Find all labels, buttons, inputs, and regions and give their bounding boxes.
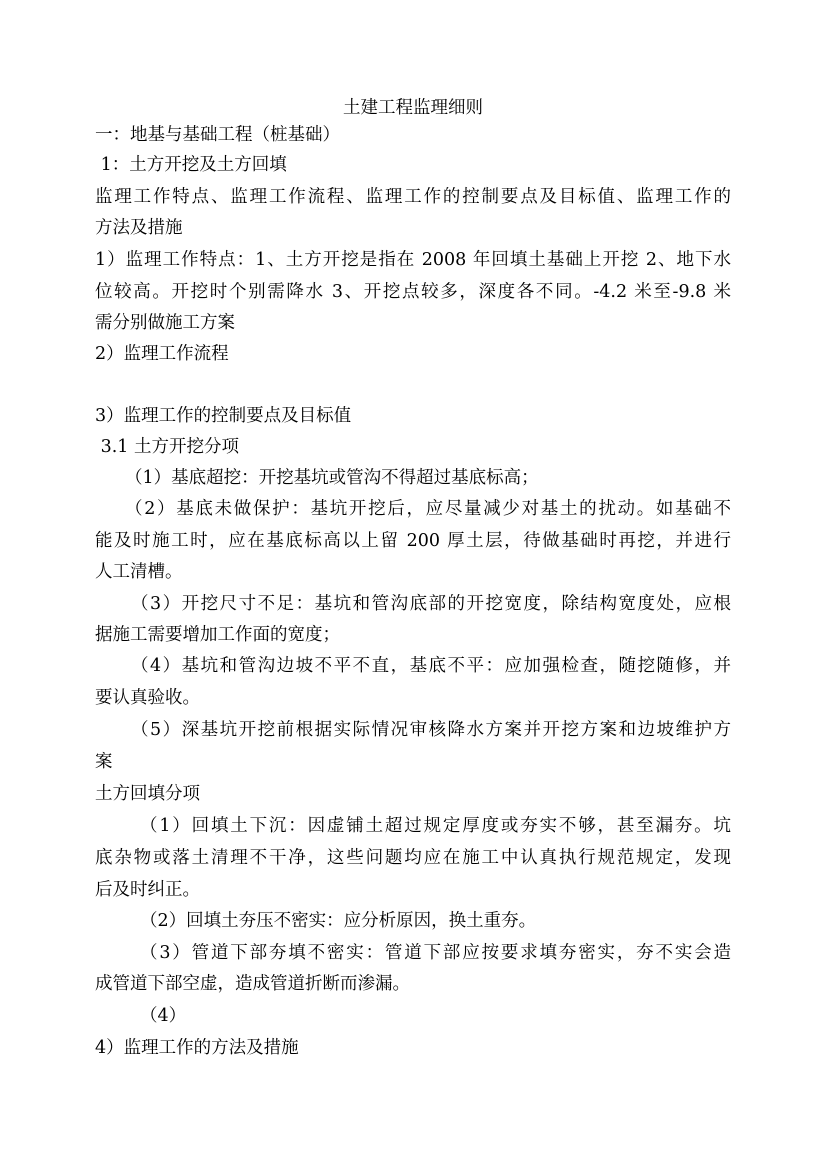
paragraph-line: 方法及措施 xyxy=(95,218,183,238)
list-item-continuation: 成管道下部空虚，造成管道折断而渗漏。 xyxy=(95,974,410,994)
list-item: （5）深基坑开挖前根据实际情况审核降水方案并开挖方案和边坡维护方 xyxy=(131,720,731,740)
subsection-heading: 3.1 土方开挖分项 xyxy=(95,437,239,457)
paragraph-line: 1）监理工作特点：1、土方开挖是指在 2008 年回填土基础上开挖 2、地下水 xyxy=(95,250,731,270)
list-item-continuation: 要认真验收。 xyxy=(95,688,200,708)
list-item-continuation: 后及时纠正。 xyxy=(95,880,200,900)
list-item: （1）回填土下沉：因虚铺土超过规定厚度或夯实不够，甚至漏夯。坑 xyxy=(140,816,731,836)
list-item: （2）基底未做保护：基坑开挖后，应尽量减少对基土的扰动。如基础不 xyxy=(125,499,731,519)
list-item: （1）基底超挖：开挖基坑或管沟不得超过基底标高； xyxy=(125,468,539,488)
paragraph-line: 位较高。开挖时个别需降水 3、开挖点较多，深度各不同。-4.2 米至-9.8 米 xyxy=(95,282,731,302)
page-title: 土建工程监理细则 xyxy=(343,98,483,118)
list-item: （3）管道下部夯填不密实：管道下部应按要求填夯密实，夯不实会造 xyxy=(140,943,731,963)
subsection-heading: 土方回填分项 xyxy=(95,784,200,804)
section-heading: 一：地基与基础工程（桩基础） xyxy=(95,125,340,145)
paragraph-line: 需分别做施工方案 xyxy=(95,313,235,333)
item-heading: 3）监理工作的控制要点及目标值 xyxy=(95,406,352,426)
paragraph-line: 监理工作特点、监理工作流程、监理工作的控制要点及目标值、监理工作的 xyxy=(95,187,731,207)
list-item: （4）基坑和管沟边坡不平不直，基底不平：应加强检查，随挖随修，并 xyxy=(131,656,731,676)
list-item: （4） xyxy=(140,1006,187,1026)
list-item-continuation: 据施工需要增加工作面的宽度； xyxy=(95,625,340,645)
list-item-continuation: 底杂物或落土清理不干净，这些问题均应在施工中认真执行规范规定，发现 xyxy=(95,848,731,868)
item-heading: 2）监理工作流程 xyxy=(95,344,229,364)
list-item: （3）开挖尺寸不足：基坑和管沟底部的开挖宽度，除结构宽度处，应根 xyxy=(131,594,731,614)
subsection-heading: 1：土方开挖及土方回填 xyxy=(95,155,287,175)
list-item-continuation: 案 xyxy=(95,752,113,772)
list-item-continuation: 人工清槽。 xyxy=(95,562,183,582)
list-item-continuation: 能及时施工时，应在基底标高以上留 200 厚土层，待做基础时再挖，并进行 xyxy=(95,531,731,551)
list-item: （2）回填土夯压不密实：应分析原因，换土重夯。 xyxy=(140,911,537,931)
item-heading: 4）监理工作的方法及措施 xyxy=(95,1038,299,1058)
